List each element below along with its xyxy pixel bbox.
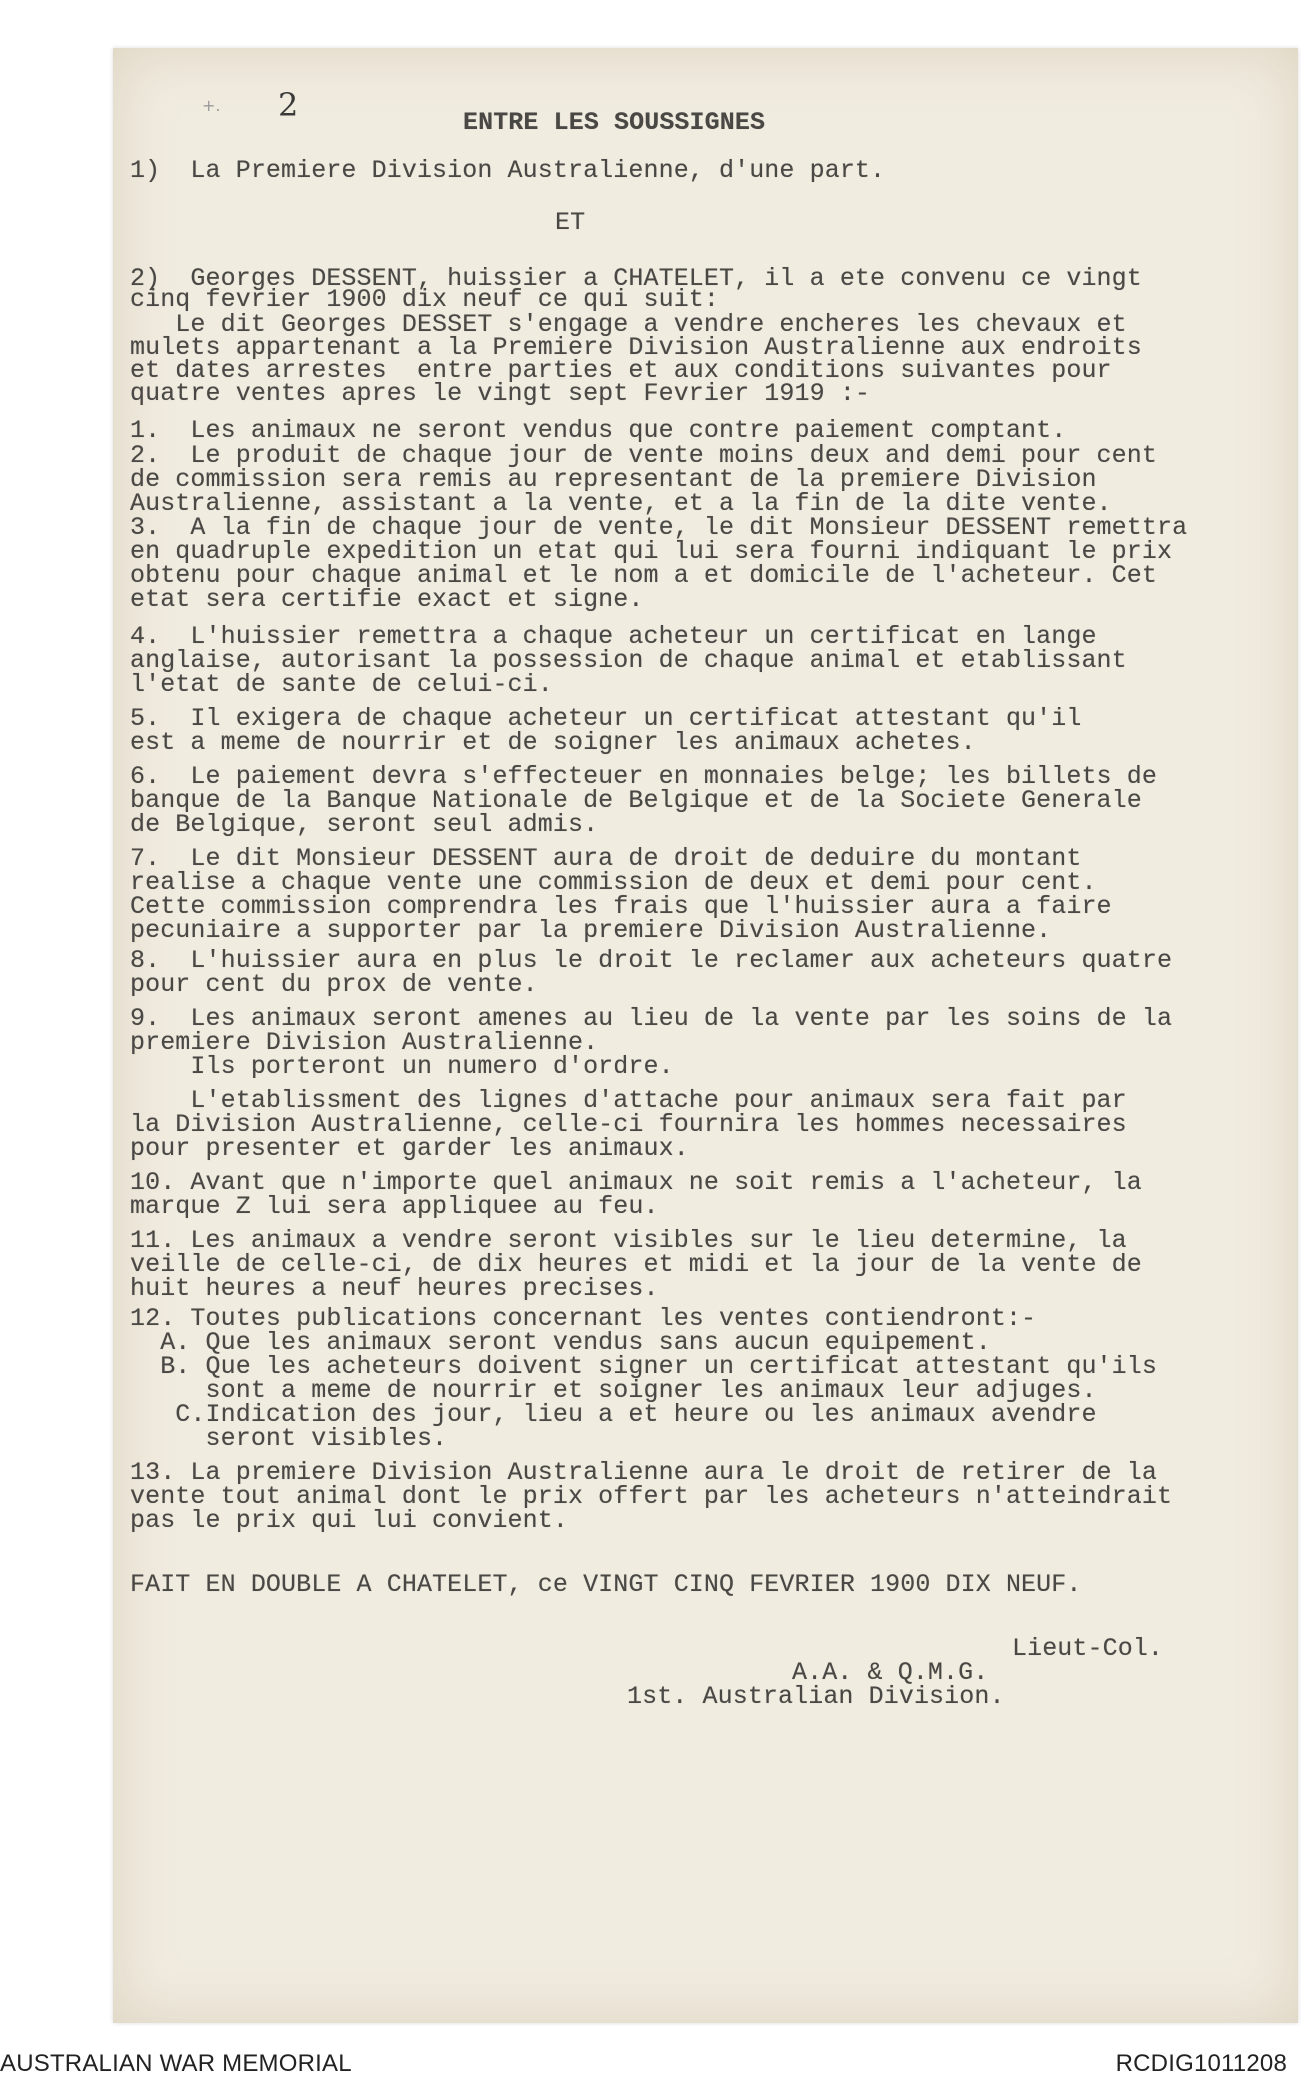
text-line: l'etat de sante de celui-ci. bbox=[130, 670, 553, 699]
text-line: sont a meme de nourrir et soigner les animaux leur adjuges. bbox=[130, 1376, 1097, 1405]
text-line: etat sera certifie exact et signe. bbox=[130, 585, 644, 614]
text-line: de commission sera remis au representant de la premiere Division bbox=[130, 465, 1097, 494]
text-line: 2) Georges DESSENT, huissier a CHATELET, il a ete convenu ce vingt bbox=[130, 264, 1142, 293]
text-line: cinq fevrier 1900 dix neuf ce qui suit: bbox=[130, 285, 719, 314]
text-line: 3. A la fin de chaque jour de vente, le dit Monsieur DESSENT remettra bbox=[130, 513, 1188, 542]
text-line: pour cent du prox de vente. bbox=[130, 970, 538, 999]
text-line: 6. Le paiement devra s'effecteuer en monnaies belge; les billets de bbox=[130, 762, 1157, 791]
text-line: 13. La premiere Division Australienne aura le droit de retirer de la bbox=[130, 1458, 1157, 1487]
text-line: vente tout animal dont le prix offert par les acheteurs n'atteindrait bbox=[130, 1482, 1173, 1511]
text-line: 11. Les animaux a vendre seront visibles sur le lieu determine, la bbox=[130, 1226, 1127, 1255]
signature-division: 1st. Australian Division. bbox=[627, 1682, 1005, 1711]
text-line: banque de la Banque Nationale de Belgique et de la Societe Generale bbox=[130, 786, 1142, 815]
text-line: Cette commission comprendra les frais que l'huissier aura a faire bbox=[130, 892, 1112, 921]
signature-rank: Lieut-Col. bbox=[1012, 1634, 1164, 1663]
text-line: 4. L'huissier remettra a chaque acheteur un certificat en lange bbox=[130, 622, 1097, 651]
text-line: marque Z lui sera appliquee au feu. bbox=[130, 1192, 659, 1221]
text-line: Ils porteront un numero d'ordre. bbox=[130, 1052, 674, 1081]
text-line: 5. Il exigera de chaque acheteur un certificat attestant qu'il bbox=[130, 704, 1082, 733]
text-line: en quadruple expedition un etat qui lui sera fourni indiquant le prix bbox=[130, 537, 1173, 566]
footer-record-id: RCDIG1011208 bbox=[1115, 2050, 1287, 2077]
text-line: Le dit Georges DESSET s'engage a vendre encheres les chevaux et bbox=[130, 310, 1127, 339]
signature-title: A.A. & Q.M.G. bbox=[792, 1658, 989, 1687]
document-title: ENTRE LES SOUSSIGNES bbox=[463, 108, 766, 137]
text-line: A. Que les animaux seront vendus sans aucun equipement. bbox=[130, 1328, 991, 1357]
text-line: 1) La Premiere Division Australienne, d'une part. bbox=[130, 156, 886, 185]
text-line: realise a chaque vente une commission de deux et demi pour cent. bbox=[130, 868, 1097, 897]
text-line: 12. Toutes publications concernant les ventes contiendront:- bbox=[130, 1304, 1037, 1333]
text-line: premiere Division Australienne. bbox=[130, 1028, 599, 1057]
text-line: est a meme de nourrir et de soigner les animaux achetes. bbox=[130, 728, 976, 757]
page-mark: +. bbox=[202, 96, 221, 115]
text-line: B. Que les acheteurs doivent signer un certificat attestant qu'ils bbox=[130, 1352, 1157, 1381]
text-line: anglaise, autorisant la possession de chaque animal et etablissant bbox=[130, 646, 1127, 675]
page-number: 2 bbox=[278, 86, 299, 124]
text-line: 7. Le dit Monsieur DESSENT aura de droit de deduire du montant bbox=[130, 844, 1082, 873]
text-line: L'etablissment des lignes d'attache pour animaux sera fait par bbox=[130, 1086, 1127, 1115]
text-line: quatre ventes apres le vingt sept Fevrier 1919 :- bbox=[130, 379, 871, 408]
text-line: 8. L'huissier aura en plus le droit le reclamer aux acheteurs quatre bbox=[130, 946, 1173, 975]
footer-archive-name: AUSTRALIAN WAR MEMORIAL bbox=[0, 2050, 352, 2077]
text-line: C.Indication des jour, lieu a et heure ou les animaux avendre bbox=[130, 1400, 1097, 1429]
text-line: pas le prix qui lui convient. bbox=[130, 1506, 568, 1535]
text-line: la Division Australienne, celle-ci fournira les hommes necessaires bbox=[130, 1110, 1127, 1139]
text-line: pour presenter et garder les animaux. bbox=[130, 1134, 689, 1163]
text-line: de Belgique, seront seul admis. bbox=[130, 810, 599, 839]
text-line: 2. Le produit de chaque jour de vente moins deux and demi pour cent bbox=[130, 441, 1157, 470]
text-line: 10. Avant que n'importe quel animaux ne soit remis a l'acheteur, la bbox=[130, 1168, 1142, 1197]
text-line: huit heures a neuf heures precises. bbox=[130, 1274, 659, 1303]
text-line: 9. Les animaux seront amenes au lieu de la vente par les soins de la bbox=[130, 1004, 1173, 1033]
text-line: obtenu pour chaque animal et le nom a et domicile de l'acheteur. Cet bbox=[130, 561, 1157, 590]
text-line: et dates arrestes entre parties et aux conditions suivantes pour bbox=[130, 356, 1112, 385]
text-line: veille de celle-ci, de dix heures et midi et la jour de la vente de bbox=[130, 1250, 1142, 1279]
text-line: 1. Les animaux ne seront vendus que contre paiement comptant. bbox=[130, 416, 1067, 445]
text-line: pecuniaire a supporter par la premiere Division Australienne. bbox=[130, 916, 1052, 945]
text-line: Australienne, assistant a la vente, et a la fin de la dite vente. bbox=[130, 489, 1112, 518]
text-line: mulets appartenant a la Premiere Division Australienne aux endroits bbox=[130, 333, 1142, 362]
closing-statement: FAIT EN DOUBLE A CHATELET, ce VINGT CINQ FEVRIER 1900 DIX NEUF. bbox=[130, 1570, 1082, 1599]
text-line: seront visibles. bbox=[130, 1424, 448, 1453]
text-line: ET bbox=[555, 208, 586, 237]
